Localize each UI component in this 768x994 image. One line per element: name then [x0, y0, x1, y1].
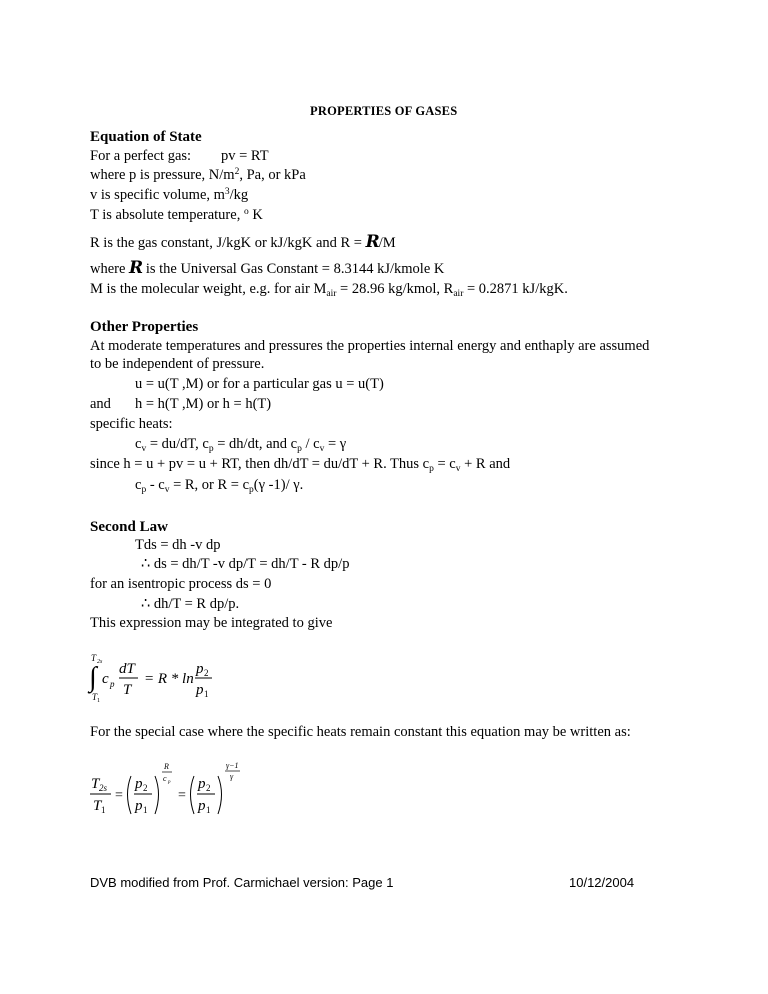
svg-text:p: p [168, 780, 171, 785]
svg-text:=: = [115, 788, 123, 803]
since-line: since h = u + pv = u + RT, then dh/dT = du/dT + R. Thus $c_p = c_v + R$ and [90, 456, 511, 474]
svg-text:=: = [178, 788, 186, 803]
integral-lower-limit: T [92, 692, 98, 702]
svg-text:T: T [91, 776, 100, 792]
svg-text:p: p [135, 776, 143, 792]
svg-text:2: 2 [143, 783, 148, 793]
svg-text:γ−1: γ−1 [226, 761, 239, 770]
svg-text:T: T [123, 682, 132, 698]
svg-text:c: c [102, 671, 109, 687]
tds-equation: Tds = dh -v dp [135, 537, 221, 553]
gas-constant-line: R is the gas constant, J/kgK or kJ/kgK and R = R/M [90, 232, 396, 252]
svg-text:2: 2 [206, 783, 211, 793]
and-label: and [90, 396, 111, 412]
left-paren-icon [191, 776, 195, 814]
svg-text:p: p [198, 776, 206, 792]
svg-text:2s: 2s [99, 783, 108, 793]
right-paren-icon [155, 776, 159, 814]
paragraph-line-2: to be independent of pressure. [90, 356, 265, 372]
left-paren-icon [128, 776, 132, 814]
isentropic-ratio-equation [88, 758, 248, 818]
svg-text:1: 1 [206, 805, 211, 815]
integration-line: This expression may be integrated to give [90, 615, 333, 631]
svg-text:1: 1 [101, 805, 106, 815]
isentropic-line: for an isentropic process ds = 0 [90, 576, 272, 592]
volume-line: v is specific volume, $m^3/kg$ [90, 187, 249, 203]
integral-upper-limit: T [91, 653, 97, 663]
svg-text:c: c [163, 774, 167, 783]
perfect-gas-equation: pv = RT [221, 148, 269, 164]
svg-text:p: p [196, 661, 204, 677]
svg-text:1: 1 [143, 805, 148, 815]
svg-text:1: 1 [204, 689, 209, 699]
svg-text:T: T [93, 798, 102, 814]
heading-second-law: Second Law [90, 519, 168, 535]
universal-constant-line: where R is the Universal Gas Constant = 8.3144 kJ/kmole K [90, 258, 445, 278]
specific-heats-label: specific heats: [90, 416, 173, 432]
enthalpy-relation: h = h(T ,M) or h = h(T) [135, 396, 272, 412]
svg-text:R: R [164, 762, 169, 771]
svg-text:p: p [196, 682, 204, 698]
heading-other-properties: Other Properties [90, 319, 199, 335]
svg-text:1: 1 [97, 698, 100, 704]
svg-text:γ: γ [230, 772, 234, 781]
right-paren-icon [218, 776, 222, 814]
svg-text:= R * ln: = R * ln [144, 671, 194, 687]
entropy-equation: ∴ ds = dh/T -v dp/T = dh/T - R dp/p [141, 556, 350, 572]
page-title: PROPERTIES OF GASES [310, 104, 458, 118]
special-case-line: For the special case where the specific heats remain constant this equation may be written as: [90, 724, 631, 740]
cp-cv-relation: $c_p - c_v = R$, or $R = c_p(\gamma$ -1)/ γ. [135, 477, 304, 495]
svg-text:2s: 2s [97, 659, 103, 665]
heading-equation-of-state: Equation of State [90, 129, 202, 145]
svg-text:p: p [135, 798, 143, 814]
integral-sign-icon: ∫ [89, 662, 97, 693]
perfect-gas-label: For a perfect gas: [90, 148, 192, 164]
molecular-weight-line: M is the molecular weight, e.g. for air $M_{air} = 28.96$ kg/kmol, $R_{air} = 0.2871$ kJ/kgK. [90, 281, 568, 299]
svg-text:p: p [110, 679, 115, 689]
svg-text:2: 2 [204, 668, 209, 678]
paragraph-line-1: At moderate temperatures and pressures the properties internal energy and enthaply are assumed [90, 338, 650, 354]
footer-date: 10/12/2004 [569, 875, 635, 890]
pressure-line: where p is pressure, $N/m^2$, Pa, or kPa [90, 167, 306, 183]
internal-energy-relation: u = u(T ,M) or for a particular gas u = u(T) [135, 376, 384, 392]
integral-equation [86, 650, 226, 706]
isentropic-relation: ∴ dh/T = R dp/p. [141, 596, 240, 612]
svg-text:dT: dT [119, 661, 135, 677]
specific-heats-definition: $c_v = du/dT$, $c_p = dh/dt$, and $c_p / c_v = \gamma$ [135, 436, 347, 454]
temperature-line: T is absolute temperature, $^o$ K [90, 207, 263, 223]
footer-left: DVB modified from Prof. Carmichael version: Page 1 [90, 875, 394, 890]
svg-text:p: p [198, 798, 206, 814]
